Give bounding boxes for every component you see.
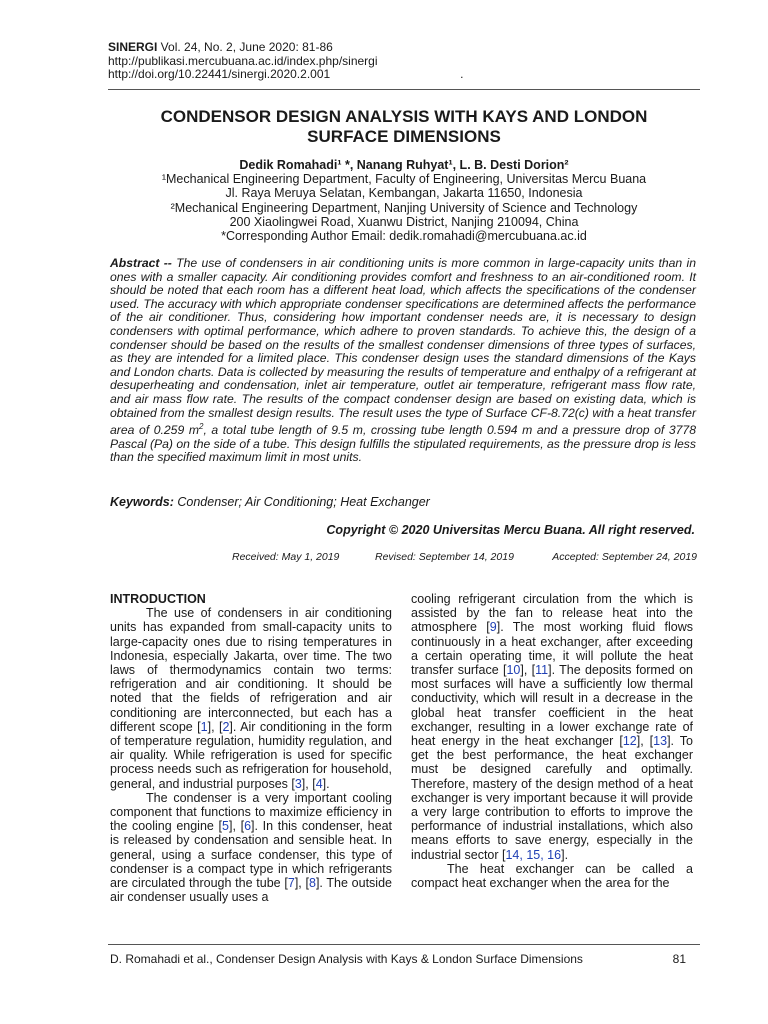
intro-paragraph-2-cont — [411, 592, 693, 862]
affiliation-1-address: Jl. Raya Meruya Selatan, Kembangan, Jakarta 11650, Indonesia — [225, 186, 583, 201]
text-span: ]. In this condenser, heat is released by condensation and sensible heat. In general, using a surface condenser, this type of condenser is a compact type in which refrigerants are circulated through the tube [ — [110, 819, 392, 891]
page-footer — [110, 952, 686, 966]
column-left — [110, 592, 392, 904]
citation-3[interactable]: 3 — [294, 776, 302, 791]
revised-date: Revised: September 14, 2019 — [375, 551, 514, 563]
citation-11[interactable]: 11 — [535, 663, 549, 678]
text-span: The use of condensers in air conditioning units has expanded from small-capacity units to large-capacity ones due to rising temperatures in Indonesia, especially Jakarta, over time. The two laws of thermodynamics contain two terms: refrigeration and air conditioning. It should be noted that the fields of refrigeration and air conditioning are interconnected, but each has a different scope [ — [110, 606, 392, 734]
author-block — [108, 158, 700, 243]
text-span: ]. — [322, 776, 330, 791]
text-span: ]. The deposits formed on most surfaces will have a sufficiently low thermal conductivity, which will result in a decrease in the global heat transfer coefficient in the heat exchanger, resulting in a lower exchange rate of heat energy in the heat exchanger [ — [411, 663, 693, 749]
affiliation-2: ²Mechanical Engineering Department, Nanjing University of Science and Technology — [170, 200, 638, 215]
text-span: ], [ — [228, 819, 245, 834]
citation-6[interactable]: 6 — [244, 819, 252, 834]
keywords — [110, 495, 430, 509]
citation-13[interactable]: 13 — [653, 734, 668, 749]
citation-9[interactable]: 9 — [489, 620, 497, 635]
header-rule — [108, 89, 700, 90]
affiliation-1: ¹Mechanical Engineering Department, Faculty of Engineering, Universitas Mercu Buana — [161, 172, 647, 187]
text-span: The condenser is a very important cooling component that functions to maximize efficiency in the cooling engine [ — [110, 790, 392, 834]
citation-14-16[interactable]: 14, 15, 16 — [505, 847, 562, 862]
accepted-date: Accepted: September 24, 2019 — [552, 551, 697, 563]
copyright-notice: Copyright © 2020 Universitas Mercu Buana. All right reserved. — [326, 523, 695, 537]
abstract-text-a: The use of condensers in air conditioning units is more common in large-capacity units than in ones with a smaller capacity. Air conditioning provides comfort and freshness to an air-conditioned room. It should be noted that each room has a different heat load, which affects the specifications of the condenser used. The accuracy with which appropriate condenser specifications are determined affects the performance of the air conditioner. Thus, considering how important condenser needs are, it is necessary to design condensers with optimal performance, which adhere to proven standards. To achieve this, the design of a condenser should be based on the results of the smallest condenser dimensions of three types of surfaces, as they are intended for a limited place. This condenser design uses the standard dimensions of the Kays and London charts. Data is collected by measuring the results of temperature and enthalpy of a refrigerant at desuperheating and condensation, inlet air temperature, outlet air temperature, refrigerant mass flow rate, and air mass flow rate. The results of the compact condenser design are based on existing data, which is obtained from the smallest design results. The result uses the type of Surface CF-8.72(c) with a heat transfer area of 0.259 m — [110, 256, 696, 438]
text-span: ], [ — [636, 734, 654, 749]
journal-header — [108, 41, 464, 82]
intro-paragraph-2-start — [110, 791, 392, 905]
intro-paragraph-1 — [110, 606, 392, 791]
text-span: ]. — [561, 847, 569, 862]
journal-volume: Vol. 24, No. 2, June 2020: 81-86 — [157, 40, 333, 54]
journal-name: SINERGI — [108, 40, 158, 54]
footer-citation: D. Romahadi et al., Condenser Design Analysis with Kays & London Surface Dimensions — [110, 952, 583, 966]
citation-2[interactable]: 2 — [222, 719, 230, 734]
keywords-text: Condenser; Air Conditioning; Heat Exchanger — [173, 495, 430, 509]
intro-paragraph-3: The heat exchanger can be called a compact heat exchanger when the area for the — [411, 861, 693, 891]
abstract-superscript: 2 — [198, 422, 204, 432]
abstract-label: Abstract -- — [110, 256, 172, 270]
abstract-text-b: , a total tube length of 9.5 m, crossing tube length 0.594 m and a pressure drop of 3778 Pascal (Pa) on the side of a tube. This design fulfills the stipulated requirements, as the pressure drop is less than the specified maximum limit in most units. — [110, 423, 696, 465]
citation-10[interactable]: 10 — [506, 663, 521, 678]
text-span: cooling refrigerant circulation from the which is assisted by the fan to release heat into the atmosphere [ — [411, 592, 693, 635]
citation-7[interactable]: 7 — [287, 876, 295, 891]
text-span: ], [ — [301, 776, 316, 791]
paper-title — [108, 107, 700, 147]
page-number: 81 — [672, 952, 686, 966]
keywords-label: Keywords: — [110, 495, 174, 509]
citation-4[interactable]: 4 — [315, 776, 323, 791]
text-span: ], [ — [520, 663, 536, 678]
text-span: ]. The outside air condenser usually uses a — [110, 876, 392, 905]
section-heading-introduction: INTRODUCTION — [110, 592, 206, 606]
column-right — [411, 592, 693, 890]
text-span: ], [ — [207, 719, 223, 734]
citation-1[interactable]: 1 — [200, 719, 208, 734]
journal-doi[interactable]: http://doi.org/10.22441/sinergi.2020.2.001 — [108, 67, 331, 81]
citation-8[interactable]: 8 — [308, 876, 316, 891]
abstract — [110, 257, 696, 465]
text-span: ]. The most working fluid flows continuously in a heat exchanger, after exceeding a certain operating time, it will pollute the heat transfer surface [ — [411, 620, 693, 678]
title-line-2: SURFACE DIMENSIONS — [307, 127, 501, 146]
author-names: Dedik Romahadi¹ *, Nanang Ruhyat¹, L. B. Desti Dorion² — [239, 158, 569, 172]
citation-5[interactable]: 5 — [222, 819, 229, 834]
received-date: Received: May 1, 2019 — [232, 551, 340, 563]
title-line-1: CONDENSOR DESIGN ANALYSIS WITH KAYS AND LONDON — [160, 107, 648, 126]
corresponding-email: *Corresponding Author Email: dedik.romahadi@mercubuana.ac.id — [221, 229, 587, 244]
citation-12[interactable]: 12 — [622, 734, 637, 749]
affiliation-2-address: 200 Xiaolingwei Road, Xuanwu District, Nanjing 210094, China — [229, 214, 579, 229]
text-span: ]. Air conditioning in the form of temperature regulation, humidity regulation, and air quality. While refrigeration is used for specific process needs such as refrigeration for household, general, and industrial purposes [ — [110, 719, 392, 791]
footer-rule — [108, 944, 700, 945]
text-span: ]. To get the best performance, the heat exchanger must be designed carefully and optimally. Therefore, mastery of the design method of a heat exchanger is very important because it will provide a very large contribution to efforts to improve the performance of industrial installations, which also means efforts to save energy, especially in the industrial sector [ — [411, 734, 693, 862]
journal-url[interactable]: http://publikasi.mercubuana.ac.id/index.php/sinergi — [108, 53, 378, 68]
text-span: ], [ — [294, 876, 309, 891]
doi-suffix: . — [460, 67, 464, 81]
